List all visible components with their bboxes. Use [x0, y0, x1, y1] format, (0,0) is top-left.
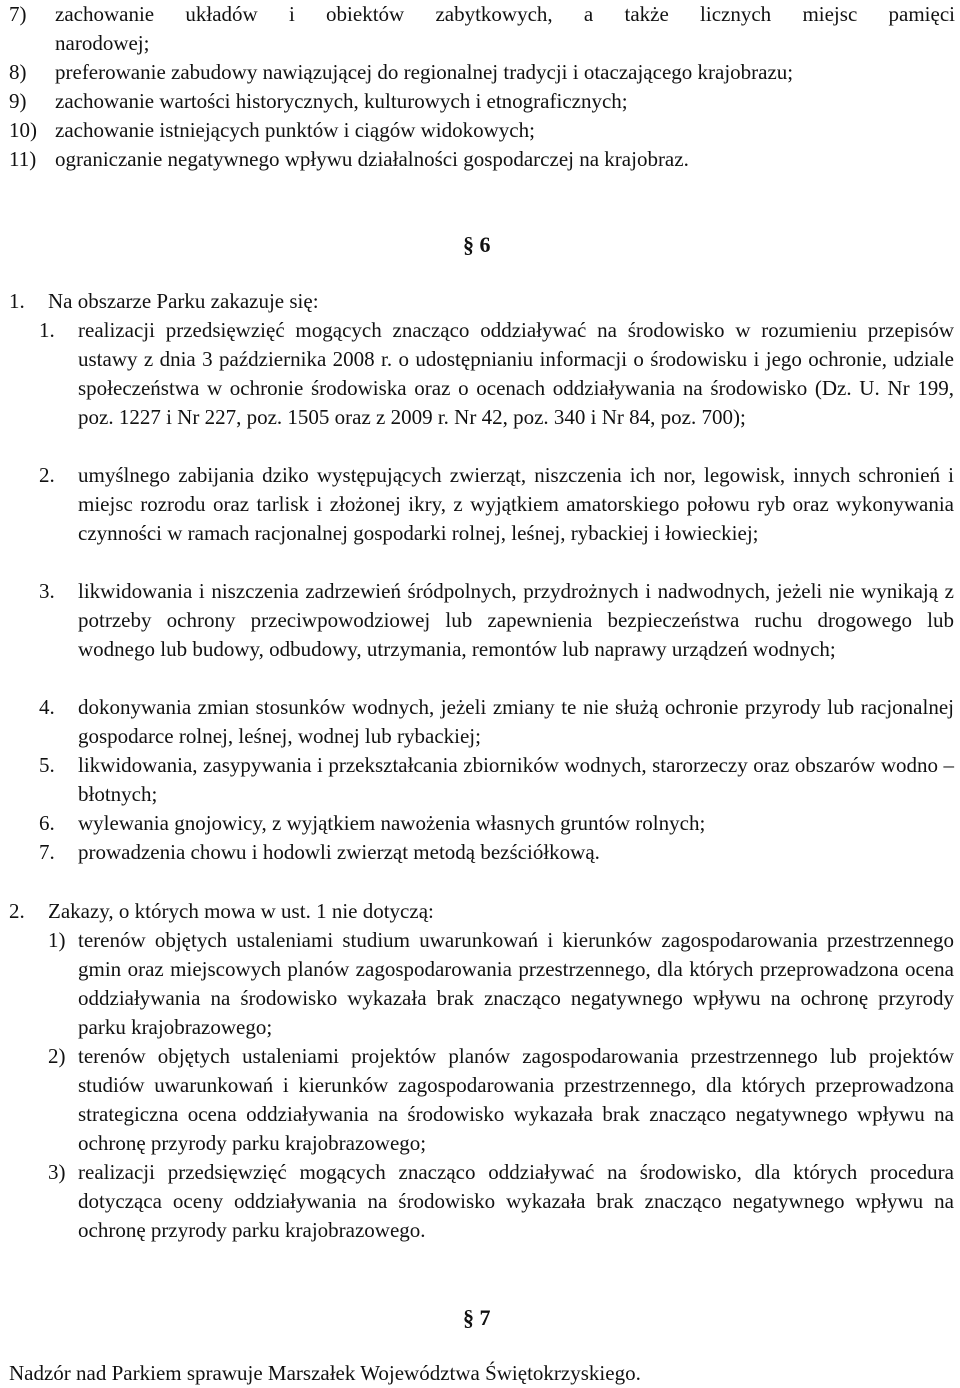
exception-text: terenów objętych ustaleniami studium uwarunkowań i kierunków zagospodarowania przestrzennego gmin oraz miejscowych planów zagospodarowania przestrzennego, dla których przeprowadzona ocena oddziaływania na środowisko wykazała brak znacząco negatywnego wpływu na ochronę przyrody parku krajobrazowego; [78, 928, 954, 1039]
exception-number: 1) [48, 928, 66, 952]
paragraph-number: 1. [9, 289, 25, 313]
section-heading: § 7 [463, 1305, 491, 1330]
prohibition-number: 5. [39, 753, 55, 777]
paragraph-text: Na obszarze Parku zakazuje się: [48, 289, 319, 313]
prohibition-number: 7. [39, 840, 55, 864]
prohibition-text: realizacji przedsięwzięć mogących znacząco oddziaływać na środowisko w rozumieniu przepisów ustawy z dnia 3 października 2008 r. o udostępnianiu informacji o środowisku i jego ochronie, udziale społeczeństwa w ochronie środowiska oraz o ocenach oddziaływania na środowisko (Dz. U. Nr 199, poz. 1227 i Nr 227, poz. 1505 oraz z 2009 r. Nr 42, poz. 340 i Nr 84, poz. 700); [78, 318, 954, 429]
prohibition-number: 4. [39, 695, 55, 719]
list-item-text: zachowanie istniejących punktów i ciągów widokowych; [55, 118, 535, 142]
list-item-text: preferowanie zabudowy nawiązującej do regionalnej tradycji i otaczającego krajobrazu; [55, 60, 794, 84]
prohibition-text: umyślnego zabijania dziko występujących zwierząt, niszczenia ich nor, legowisk, innych schronień i miejsc rozrodu oraz tarlisk i złożonej ikry, z wyjątkiem amatorskiego połowu ryb oraz wykonywania czynności w ramach racjonalnej gospodarki rolnej, leśnej, rybackiej i łowieckiej; [78, 463, 954, 545]
list-item-number: 8) [9, 60, 27, 84]
paragraph-number: 2. [9, 899, 25, 923]
exception-number: 2) [48, 1044, 66, 1068]
list-item-text: zachowanie wartości historycznych, kulturowych i etnograficznych; [55, 89, 628, 113]
prohibition-number: 3. [39, 579, 55, 603]
exception-text: realizacji przedsięwzięć mogących znacząco oddziaływać na środowisko, dla których procedura dotycząca oceny oddziaływania na środowisko wykazała brak znacząco negatywnego wpływu na ochronę przyrody parku krajobrazowego. [78, 1160, 954, 1242]
prohibition-text: wylewania gnojowicy, z wyjątkiem nawożenia własnych gruntów rolnych; [78, 811, 706, 835]
prohibition-number: 1. [39, 318, 55, 342]
section-text: Nadzór nad Parkiem sprawuje Marszałek Województwa Świętokrzyskiego. [9, 1361, 641, 1385]
prohibition-number: 2. [39, 463, 55, 487]
list-item-continuation: narodowej; [55, 31, 150, 55]
exception-text: terenów objętych ustaleniami projektów planów zagospodarowania przestrzennego lub projektów studiów uwarunkowań i kierunków zagospodarowania przestrzennego, dla których przeprowadzona strategiczna ocena oddziaływania na środowisko wykazała brak znacząco negatywnego wpływu na ochronę przyrody parku krajobrazowego; [78, 1044, 954, 1155]
exception-number: 3) [48, 1160, 66, 1184]
section-heading: § 6 [463, 232, 491, 257]
list-item-text: ograniczanie negatywnego wpływu działalności gospodarczej na krajobraz. [55, 147, 689, 171]
paragraph-text: Zakazy, o których mowa w ust. 1 nie dotyczą: [48, 899, 434, 923]
prohibition-text: likwidowania i niszczenia zadrzewień śródpolnych, przydrożnych i nadwodnych, jeżeli nie wynikają z potrzeby ochrony przeciwpowodziowej lub zapewnienia bezpieczeństwa ruchu drogowego lub wodnego lub budowy, odbudowy, utrzymania, remontów lub naprawy urządzeń wodnych; [78, 579, 954, 661]
prohibition-text: likwidowania, zasypywania i przekształcania zbiorników wodnych, starorzeczy oraz obszarów wodno – błotnych; [78, 753, 954, 806]
list-item-number: 9) [9, 89, 27, 113]
list-item-text: zachowanie układów i obiektów zabytkowych, a także licznych miejsc pamięci [55, 2, 955, 26]
list-item-number: 10) [9, 118, 37, 142]
prohibition-text: dokonywania zmian stosunków wodnych, jeżeli zmiany te nie służą ochronie przyrody lub racjonalnej gospodarce rolnej, leśnej, wodnej lub rybackiej; [78, 695, 954, 748]
list-item-number: 7) [9, 2, 27, 26]
prohibition-text: prowadzenia chowu i hodowli zwierząt metodą bezściółkową. [78, 840, 600, 864]
list-item-number: 11) [9, 147, 37, 171]
prohibition-number: 6. [39, 811, 55, 835]
